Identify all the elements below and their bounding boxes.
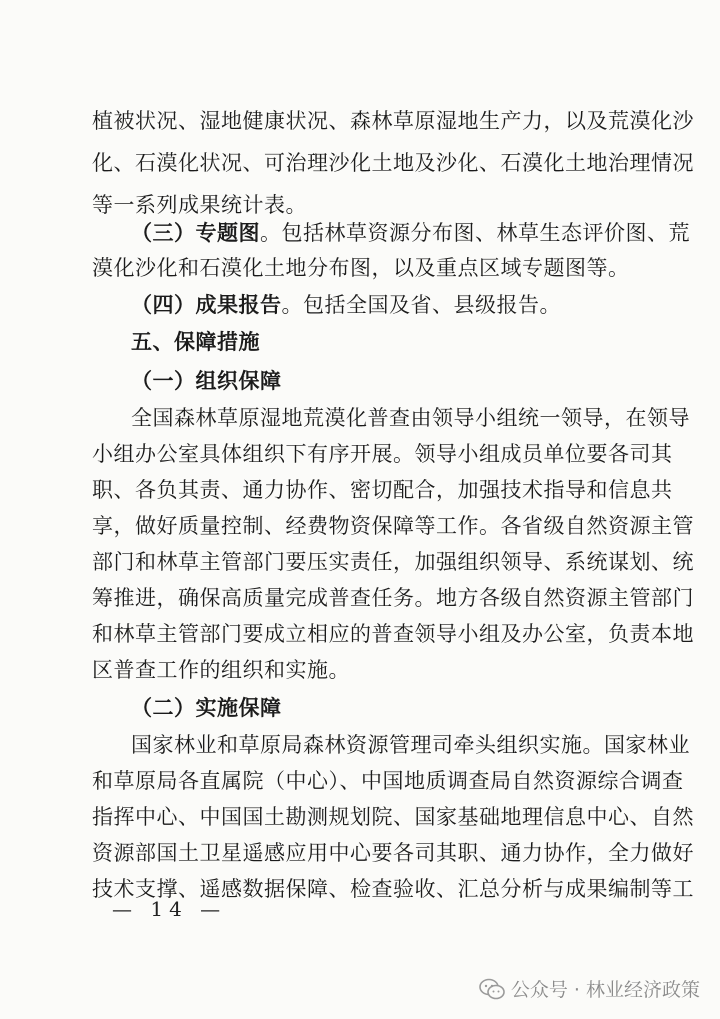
section-label: （四）成果报告 — [131, 293, 282, 317]
text-line: 植被状况、湿地健康状况、森林草原湿地生产力，以及荒漠化沙 — [92, 109, 694, 133]
text-line: 区普查工作的组织和实施。 — [92, 658, 350, 682]
text-line: 和林草主管部门要成立相应的普查领导小组及办公室，负责本地 — [92, 622, 694, 646]
text-rest: 。包括全国及省、县级报告。 — [281, 293, 561, 317]
section-label: （三）专题图 — [131, 221, 260, 245]
text-line: 筹推进，确保高质量完成普查任务。地方各级自然资源主管部门 — [92, 586, 694, 610]
section-heading: 五、保障措施 — [131, 330, 260, 354]
wechat-icon — [479, 978, 505, 1000]
text-line: 技术支撑、遥感数据保障、检查验收、汇总分析与成果编制等工 — [92, 877, 694, 901]
text-line: 化、石漠化状况、可治理沙化土地及沙化、石漠化土地治理情况 — [92, 151, 694, 175]
text-line: 享，做好质量控制、经费物资保障等工作。各省级自然资源主管 — [92, 514, 694, 538]
text-line: 漠化沙化和石漠化土地分布图，以及重点区域专题图等。 — [92, 256, 630, 280]
text-line — [131, 219, 690, 247]
watermark — [479, 975, 700, 1002]
text-line: 等一系列成果统计表。 — [92, 193, 307, 217]
watermark-text: 公众号 · 林业经济政策 — [510, 979, 700, 1001]
text-line: 全国森林草原湿地荒漠化普查由领导小组统一领导，在领导 — [131, 406, 690, 430]
text-line — [131, 291, 640, 319]
text-line: 职、各负其责、通力协作、密切配合，加强技术指导和信息共 — [92, 478, 673, 502]
text-line: 部门和林草主管部门要压实责任，加强组织领导、系统谋划、统 — [92, 550, 694, 574]
page-number: — 14 — — [112, 897, 227, 921]
subsection-heading: （一）组织保障 — [131, 369, 282, 393]
text-rest: 。包括林草资源分布图、林草生态评价图、荒 — [260, 221, 690, 245]
text-line: 国家林业和草原局森林资源管理司牵头组织实施。国家林业 — [131, 733, 690, 757]
text-line: 指挥中心、中国国土勘测规划院、国家基础地理信息中心、自然 — [92, 805, 694, 829]
text-line: 资源部国土卫星遥感应用中心要各司其职、通力协作，全力做好 — [92, 841, 694, 865]
subsection-heading: （二）实施保障 — [131, 696, 282, 720]
text-line: 小组办公室具体组织下有序开展。领导小组成员单位要各司其 — [92, 442, 673, 466]
text-line: 和草原局各直属院（中心）、中国地质调查局自然资源综合调查 — [92, 769, 684, 793]
